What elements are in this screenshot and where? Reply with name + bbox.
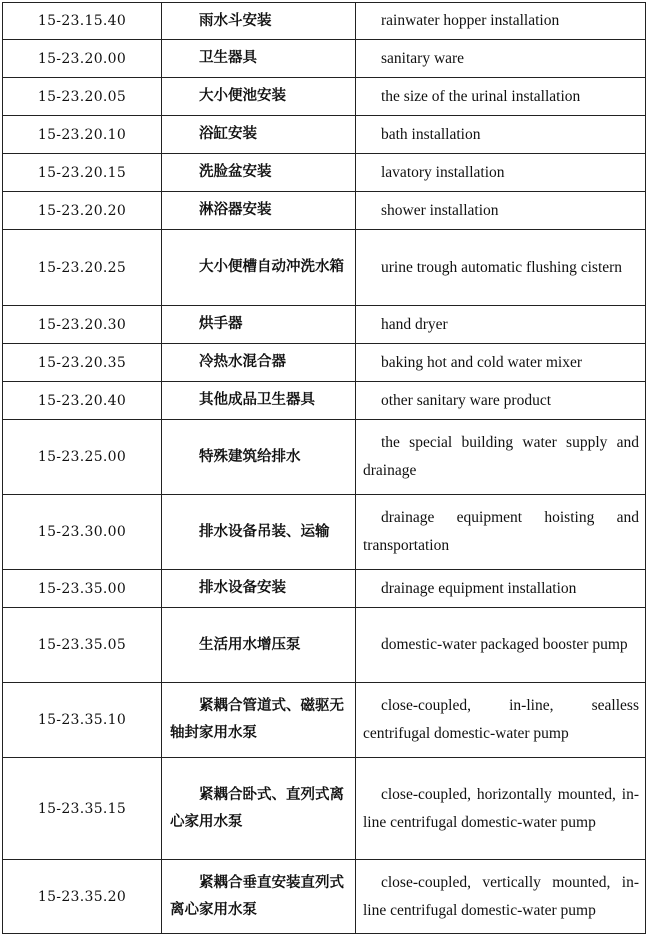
english-term: rainwater hopper installation: [381, 12, 560, 29]
chinese-term-cell: [162, 192, 356, 230]
table-row: [3, 860, 646, 934]
chinese-term: 其他成品卫生器具: [199, 392, 315, 408]
table-row: [3, 40, 646, 78]
chinese-term: 紧耦合垂直安装直列式离心家用水泵: [170, 874, 344, 918]
chinese-term-cell: [162, 382, 356, 420]
english-term: bath installation: [381, 125, 481, 143]
english-term-cell: [356, 382, 646, 420]
english-term: sanitary ware: [381, 49, 465, 67]
chinese-term-cell: [162, 116, 356, 154]
chinese-term: 雨水斗安装: [199, 12, 272, 29]
table-row: [3, 230, 646, 306]
code-cell: 15-23.20.00: [3, 40, 162, 78]
chinese-term: 排水设备安装: [199, 580, 286, 596]
chinese-term-cell: [162, 860, 356, 934]
chinese-term-cell: [162, 570, 356, 608]
code-cell: 15-23.35.05: [3, 608, 162, 683]
english-term-cell: [356, 860, 646, 934]
english-term: close-coupled, in-line, sealless centrifugal domestic-water pump: [363, 697, 639, 742]
english-term-cell: [356, 344, 646, 382]
code-cell: 15-23.35.15: [3, 758, 162, 860]
chinese-term-cell: [162, 608, 356, 683]
table-row: [3, 683, 646, 758]
code-cell: 15-23.35.00: [3, 570, 162, 608]
english-term-cell: [356, 116, 646, 154]
english-term-cell: [356, 570, 646, 608]
chinese-term-cell: [162, 683, 356, 758]
english-term-cell: [356, 3, 646, 40]
chinese-term-cell: [162, 758, 356, 860]
table-row: [3, 382, 646, 420]
english-term-cell: [356, 192, 646, 230]
english-term: close-coupled, vertically mounted, in-line centrifugal domestic-water pump: [363, 873, 639, 919]
english-term: drainage equipment hoisting and transportation: [363, 509, 639, 554]
table-row: [3, 3, 646, 40]
table-row: [3, 154, 646, 192]
table-row: [3, 306, 646, 344]
english-term: drainage equipment installation: [381, 579, 577, 597]
chinese-term: 冷热水混合器: [199, 354, 286, 370]
chinese-term-cell: [162, 40, 356, 78]
chinese-term: 紧耦合管道式、磁驱无轴封家用水泵: [170, 698, 344, 741]
english-term: the size of the urinal installation: [381, 87, 581, 105]
code-cell: 15-23.20.30: [3, 306, 162, 344]
chinese-term: 大小便槽自动冲洗水箱: [199, 259, 344, 275]
chinese-term-cell: [162, 344, 356, 382]
table-row: [3, 116, 646, 154]
english-term-cell: [356, 420, 646, 495]
english-term: urine trough automatic flushing cistern: [381, 258, 623, 276]
english-term-cell: [356, 758, 646, 860]
chinese-term: 排水设备吊装、运输: [199, 523, 330, 540]
table-row: [3, 344, 646, 382]
chinese-term: 特殊建筑给排水: [199, 448, 301, 465]
english-term-cell: [356, 608, 646, 683]
english-term-cell: [356, 306, 646, 344]
table-row: [3, 570, 646, 608]
chinese-term-cell: [162, 154, 356, 192]
code-cell: 15-23.20.15: [3, 154, 162, 192]
table-row: [3, 495, 646, 570]
code-cell: 15-23.20.10: [3, 116, 162, 154]
code-cell: 15-23.30.00: [3, 495, 162, 570]
english-term: lavatory installation: [381, 163, 505, 181]
chinese-term: 生活用水增压泵: [199, 636, 301, 653]
table-row: [3, 420, 646, 495]
english-term: shower installation: [381, 201, 499, 219]
chinese-term: 烘手器: [199, 316, 243, 332]
english-term-cell: [356, 230, 646, 306]
english-term-cell: [356, 40, 646, 78]
chinese-term: 紧耦合卧式、直列式离心家用水泵: [170, 786, 344, 830]
code-cell: 15-23.35.10: [3, 683, 162, 758]
chinese-term: 卫生器具: [199, 50, 257, 66]
code-cell: 15-23.25.00: [3, 420, 162, 495]
code-cell: 15-23.20.25: [3, 230, 162, 306]
code-cell: 15-23.35.20: [3, 860, 162, 934]
table-row: [3, 192, 646, 230]
chinese-term: 洗脸盆安装: [199, 164, 272, 180]
chinese-term: 浴缸安装: [199, 126, 257, 142]
english-term-cell: [356, 154, 646, 192]
code-cell: 15-23.20.40: [3, 382, 162, 420]
english-term-cell: [356, 495, 646, 570]
chinese-term-cell: [162, 306, 356, 344]
english-term: the special building water supply and drainage: [363, 434, 639, 479]
chinese-term-cell: [162, 230, 356, 306]
table-row: [3, 608, 646, 683]
english-term: domestic-water packaged booster pump: [381, 636, 628, 653]
chinese-term: 淋浴器安装: [199, 202, 272, 218]
terminology-table: [2, 2, 646, 934]
english-term-cell: [356, 683, 646, 758]
chinese-term-cell: [162, 78, 356, 116]
code-cell: 15-23.20.05: [3, 78, 162, 116]
code-cell: 15-23.20.35: [3, 344, 162, 382]
chinese-term-cell: [162, 420, 356, 495]
english-term: close-coupled, horizontally mounted, in-line centrifugal domestic-water pump: [363, 785, 639, 831]
english-term: other sanitary ware product: [381, 391, 552, 409]
english-term-cell: [356, 78, 646, 116]
chinese-term: 大小便池安装: [199, 88, 286, 104]
table-row: [3, 758, 646, 860]
code-cell: 15-23.20.20: [3, 192, 162, 230]
english-term: hand dryer: [381, 315, 448, 333]
chinese-term-cell: [162, 495, 356, 570]
english-term: baking hot and cold water mixer: [381, 353, 583, 371]
table-row: [3, 78, 646, 116]
chinese-term-cell: [162, 3, 356, 40]
code-cell: 15-23.15.40: [3, 3, 162, 40]
